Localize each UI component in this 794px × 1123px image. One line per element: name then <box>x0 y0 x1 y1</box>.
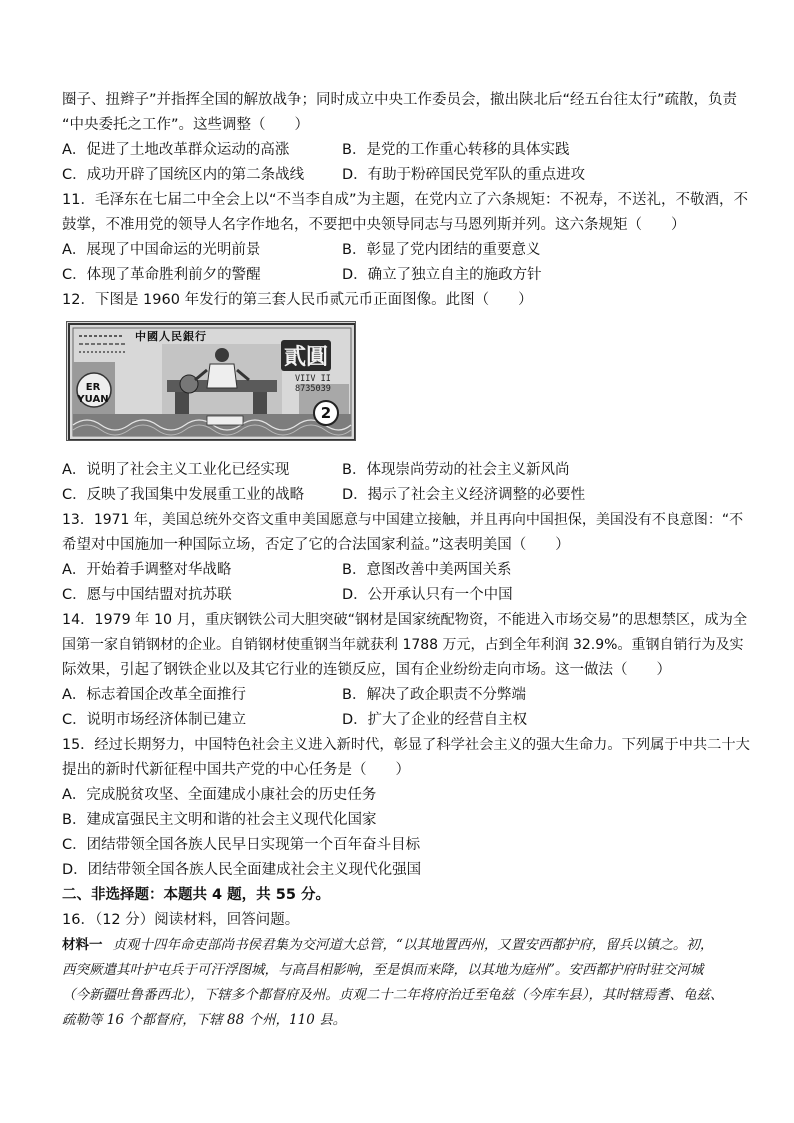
q16-stem: 16．（12 分）阅读材料，回答问题。 <box>62 912 300 928</box>
banknote-denomination: 貳圓 <box>281 340 331 371</box>
q16-material-line-2: 西突厥遣其叶护屯兵于可汗浮图城，与高昌相影响，至是惧而来降，以其地为庭州”。安西都护府时驻交河城 <box>62 962 704 978</box>
q14-stem-line-1: 14．1979 年 10 月，重庆钢铁公司大胆突破“钢材是国家统配物资，不能进入市场交易”的思想禁区，成为全 <box>62 612 748 628</box>
q11-option-c[interactable]: C．体现了革命胜利前夕的警醒 <box>62 267 261 283</box>
q14-stem-line-3: 际效果，引起了钢铁企业以及其它行业的连锁反应，国有企业纷纷走向市场。这一做法（ ） <box>62 662 671 678</box>
q12-option-d[interactable]: D．揭示了社会主义经济调整的必要性 <box>342 487 586 503</box>
q16-material-label: 材料一 <box>62 937 103 953</box>
q12-option-b[interactable]: B．体现崇尚劳动的社会主义新风尚 <box>342 462 570 478</box>
banknote-image <box>66 321 356 441</box>
q11-stem-line-2: 鼓掌，不准用党的领导人名字作地名，不要把中央领导同志与马恩列斯并列。这六条规矩（ ） <box>62 217 686 233</box>
q16-material-line-4: 疏勒等 16 个都督府，下辖 88 个州，110 县。 <box>62 1012 347 1028</box>
q11-option-a[interactable]: A．展现了中国命运的光明前景 <box>62 242 261 258</box>
q16-material-line-3: （今新疆吐鲁番西北），下辖多个都督府及州。贞观二十二年将府治迁至龟兹（今库车县），其时辖焉耆、龟兹、 <box>62 987 724 1003</box>
q10-stem-line-2: “中央委托之工作”。这些调整（ ） <box>62 117 310 133</box>
q10-option-a[interactable]: A．促进了土地改革群众运动的高涨 <box>62 142 290 158</box>
q12-option-c[interactable]: C．反映了我国集中发展重工业的战略 <box>62 487 305 503</box>
q15-option-c[interactable]: C．团结带领全国各族人民早日实现第一个百年奋斗目标 <box>62 837 421 853</box>
q15-option-a[interactable]: A．完成脱贫攻坚、全面建成小康社会的历史任务 <box>62 787 377 803</box>
q14-option-a[interactable]: A．标志着国企改革全面推行 <box>62 687 246 703</box>
banknote-bank-name: 中國人民銀行 <box>135 330 207 343</box>
q11-option-d[interactable]: D．确立了独立自主的施政方针 <box>342 267 542 283</box>
banknote-serial: VIIV II 8735039 <box>295 374 331 394</box>
q15-stem-line-2: 提出的新时代新征程中国共产党的中心任务是（ ） <box>62 762 410 778</box>
q12-option-a[interactable]: A．说明了社会主义工业化已经实现 <box>62 462 290 478</box>
banknote-numeral: 2 <box>313 400 339 426</box>
banknote-er-yuan: ER YUAN <box>77 382 109 405</box>
q15-option-b[interactable]: B．建成富强民主文明和谐的社会主义现代化国家 <box>62 812 377 828</box>
q13-option-d[interactable]: D．公开承认只有一个中国 <box>342 587 513 603</box>
section-2-heading: 二、非选择题：本题共 4 题，共 55 分。 <box>62 887 330 903</box>
q15-option-d[interactable]: D．团结带领全国各族人民全面建成社会主义现代化强国 <box>62 862 422 878</box>
q16-material-line-1 <box>62 935 713 955</box>
q13-option-b[interactable]: B．意图改善中美两国关系 <box>342 562 512 578</box>
q12-stem: 12．下图是 1960 年发行的第三套人民币贰元币正面图像。此图（ ） <box>62 292 533 308</box>
q14-option-b[interactable]: B．解决了政企职责不分弊端 <box>342 687 526 703</box>
q10-option-d[interactable]: D．有助于粉碎国民党军队的重点进攻 <box>342 167 586 183</box>
q11-stem-line-1: 11．毛泽东在七届二中全会上以“不当李自成”为主题，在党内立了六条规矩：不祝寿，不送礼，不敬酒，不 <box>62 192 748 208</box>
q15-stem-line-1: 15．经过长期努力，中国特色社会主义进入新时代，彰显了科学社会主义的强大生命力。下列属于中共二十大 <box>62 737 750 753</box>
q14-stem-line-2: 国第一家自销钢材的企业。自销钢材使重钢当年就获利 1788 万元，占到全年利润 32.9%。重钢自销行为及实 <box>62 637 744 653</box>
q13-stem-line-1: 13．1971 年，美国总统外交咨文重申美国愿意与中国建立接触，并且再向中国担保，美国没有不良意图：“不 <box>62 512 744 528</box>
q11-option-b[interactable]: B．彰显了党内团结的重要意义 <box>342 242 541 258</box>
q13-stem-line-2: 希望对中国施加一种国际立场，否定了它的合法国家利益。”这表明美国（ ） <box>62 537 570 553</box>
q10-option-c[interactable]: C．成功开辟了国统区内的第二条战线 <box>62 167 305 183</box>
q10-stem-line-1: 圈子、扭辫子”并指挥全国的解放战争；同时成立中央工作委员会，撤出陕北后“经五台往太行”疏散，负责 <box>62 92 738 108</box>
q16-material-text-1: 贞观十四年命吏部尚书侯君集为交河道大总管，“以其地置西州，又置安西都护府，留兵以镇之。初， <box>112 937 714 953</box>
q10-option-b[interactable]: B．是党的工作重心转移的具体实践 <box>342 142 570 158</box>
q13-option-c[interactable]: C．愿与中国结盟对抗苏联 <box>62 587 232 603</box>
q14-option-c[interactable]: C．说明市场经济体制已建立 <box>62 712 247 728</box>
q13-option-a[interactable]: A．开始着手调整对华战略 <box>62 562 232 578</box>
q14-option-d[interactable]: D．扩大了企业的经营自主权 <box>342 712 528 728</box>
